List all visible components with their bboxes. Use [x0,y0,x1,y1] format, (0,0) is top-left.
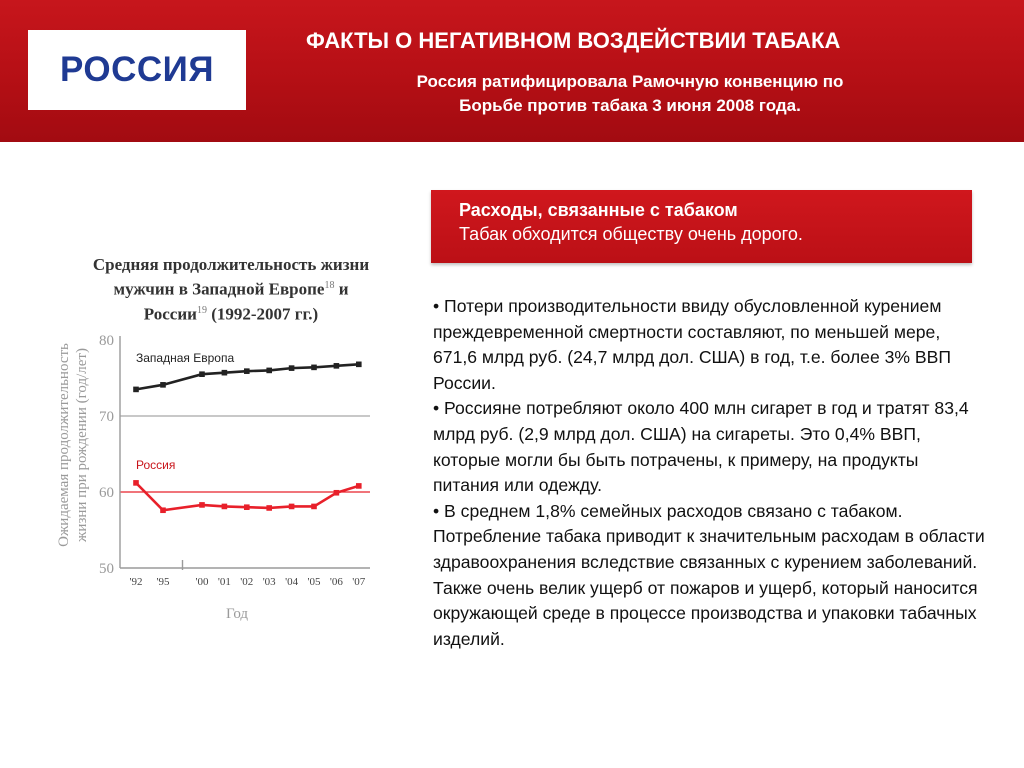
data-point [356,483,362,489]
data-point [356,362,362,368]
page-title: ФАКТЫ О НЕГАТИВНОМ ВОЗДЕЙСТВИИ ТАБАКА [306,28,841,53]
data-point [133,480,139,486]
series-label: Россия [136,458,176,472]
y-tick-label-80: 80 [99,333,114,349]
x-tick-label: '03 [262,576,276,588]
x-tick-label: '06 [329,576,343,588]
chart-title-line-1: Средняя продолжительность жизни [92,255,370,274]
data-point [334,363,340,369]
chart-title-part: (1992-2007 гг.) [206,304,319,324]
chart-title-line-2 [60,275,402,300]
footnote-ref: 18 [324,280,335,291]
facts-list [433,294,985,652]
data-point [222,370,228,376]
chart-title-part: мужчин в Западной Европе [113,279,325,299]
x-tick-labels [130,576,366,588]
y-tick-label-50: 50 [99,561,114,577]
data-point [199,502,205,508]
series-label: Западная Европа [136,351,235,365]
y-axis-label-line-1: Ожидаемая продолжительность [56,343,72,547]
fact-item: • Потери производительности ввиду обусловленной курением преждевременной смертности составляют, по меньшей мере, 671,6 млрд руб. (24,7 млрд дол. США) в год, т.е. более 3% ВВП России. [433,296,952,393]
series-line [136,364,359,389]
life-expectancy-chart [40,310,400,630]
fact-item: • Россияне потребляют около 400 млн сигарет в год и тратят 83,4 млрд руб. (2,9 млрд дол. США) на сигареты. Это 0,4% ВВП, которые могли бы быть потрачены, к примеру, на продукты питания или одежду. [433,398,969,496]
y-axis-label-line-2: жизни при рождении (год/лет) [74,348,90,542]
header-banner [0,0,1024,142]
data-point [311,365,317,371]
country-label: РОССИЯ [60,50,214,89]
footnote-ref: 19 [196,304,207,316]
y-tick-label-60: 60 [99,485,114,501]
x-tick-label: '05 [307,576,321,588]
data-point [160,507,166,513]
x-tick-label: '07 [352,576,366,588]
data-point [266,505,272,511]
reference-lines [120,416,370,492]
x-axis-label: Год [225,606,249,622]
subtitle-line-1: Россия ратифицировала Рамочную конвенцию по [416,72,844,91]
series-russia [133,458,361,513]
data-point [334,490,340,496]
page-subtitle [330,70,930,118]
chart-title-part: и [334,279,349,299]
costs-banner [431,190,972,263]
data-point [222,504,228,510]
data-point [289,365,295,371]
series-western-europe [133,351,361,392]
country-badge [28,30,246,110]
y-tick-label-70: 70 [99,409,114,425]
x-tick-label: '00 [195,576,209,588]
x-tick-label: '01 [217,576,231,588]
data-point [133,387,139,393]
data-point [311,504,317,510]
x-tick-label: '95 [156,576,170,588]
subtitle-line-2: Борьбе против табака 3 июня 2008 года. [459,96,801,115]
x-tick-label: '92 [129,576,143,588]
x-tick-label: '04 [285,576,299,588]
y-tick-labels [99,333,114,577]
costs-subheading: Табак обходится обществу очень дорого. [459,224,803,244]
x-tick-label: '02 [240,576,254,588]
costs-heading: Расходы, связанные с табаком [459,200,738,220]
data-point [244,504,250,510]
y-axis-label [56,343,90,547]
data-point [199,371,205,377]
data-point [289,504,295,510]
data-point [244,368,250,374]
data-point [266,368,272,374]
fact-item: • В среднем 1,8% семейных расходов связано с табаком. Потребление табака приводит к значительным расходам в области здравоохранения вследствие связанных с курением заболеваний. Также очень велик ущерб от пожаров и ущерб, который наносится окружающей среде в процессе производства и упаковки табачных изделий. [433,500,985,649]
series [133,351,361,513]
data-point [160,382,166,388]
chart-title-part: России [143,304,197,324]
